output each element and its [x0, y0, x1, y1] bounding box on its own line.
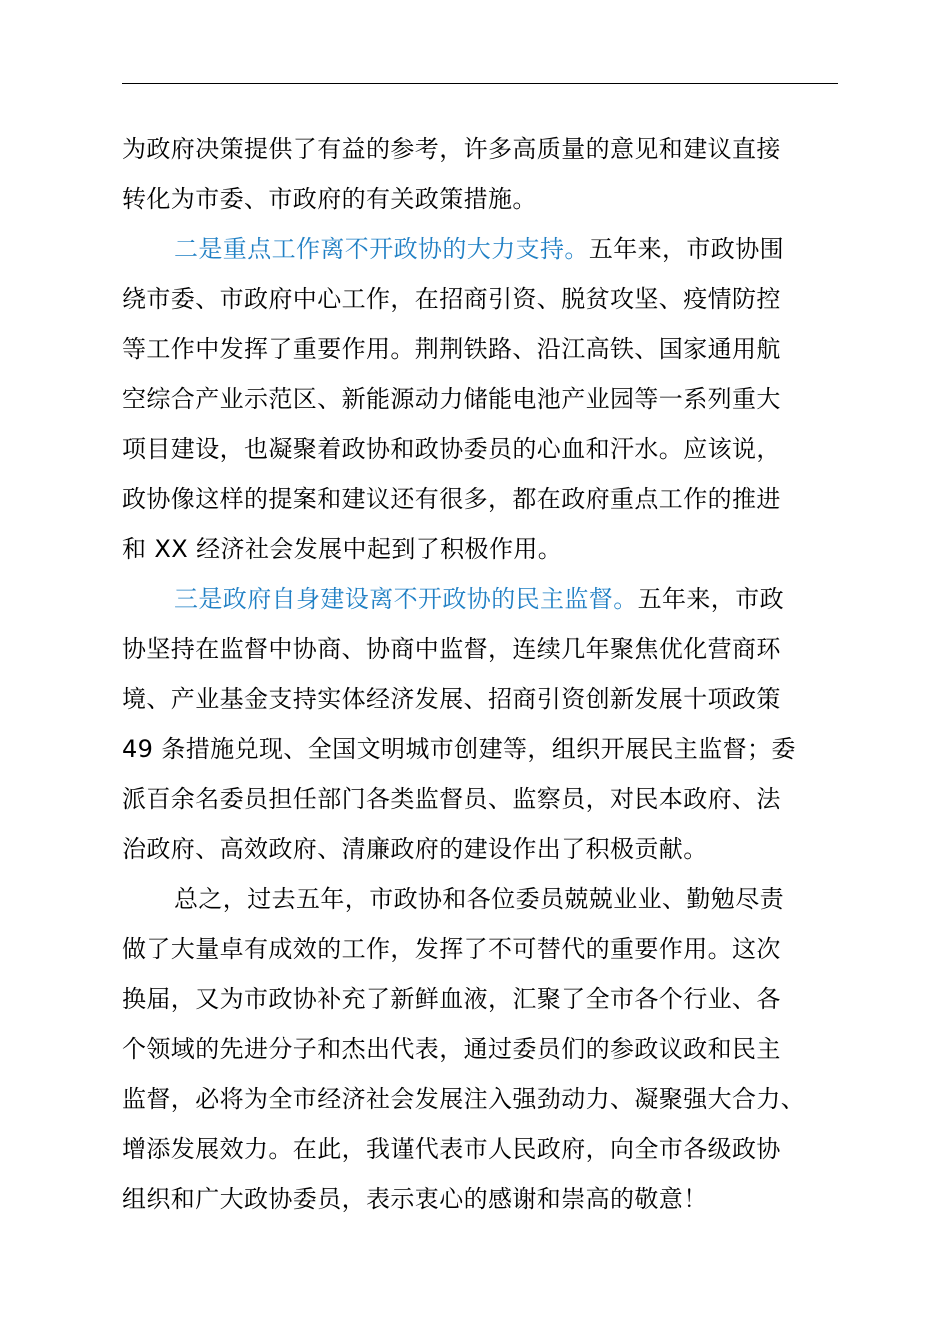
section-heading-3: 三是政府自身建设离不开政协的民主监督。: [174, 585, 638, 613]
paragraph-start-line: 总之，过去五年，市政协和各位委员兢兢业业、勤勉尽责: [174, 885, 784, 913]
text-line: 协坚持在监督中协商、协商中监督，连续几年聚焦优化营商环: [122, 635, 781, 663]
text-line: 做了大量卓有成效的工作，发挥了不可替代的重要作用。这次: [122, 935, 781, 963]
text-line: 治政府、高效政府、清廉政府的建设作出了积极贡献。: [122, 835, 708, 863]
text-line: 转化为市委、市政府的有关政策措施。: [122, 185, 537, 213]
header-rule: [122, 83, 838, 84]
text-line: 监督，必将为全市经济社会发展注入强劲动力、凝聚强大合力、: [122, 1085, 806, 1113]
text-line: 绕市委、市政府中心工作，在招商引资、脱贫攻坚、疫情防控: [122, 285, 781, 313]
section-heading-2: 二是重点工作离不开政协的大力支持。: [174, 235, 589, 263]
text-run: 五年来，市政: [637, 585, 785, 613]
text-line: 增添发展效力。在此，我谨代表市人民政府，向全市各级政协: [122, 1135, 781, 1163]
text-run: 五年来，市政协围: [588, 235, 785, 263]
text-line: 49 条措施兑现、全国文明城市创建等，组织开展民主监督；委: [122, 735, 796, 763]
text-line: 组织和广大政协委员，表示衷心的感谢和崇高的敬意！: [122, 1185, 708, 1213]
text-line: 境、产业基金支持实体经济发展、招商引资创新发展十项政策: [122, 685, 781, 713]
body-text: [122, 124, 842, 1224]
paragraph-start-line: [122, 224, 842, 274]
text-line: 项目建设，也凝聚着政协和政协委员的心血和汗水。应该说，: [122, 435, 781, 463]
text-line: 派百余名委员担任部门各类监督员、监察员，对民本政府、法: [122, 785, 781, 813]
text-line: 空综合产业示范区、新能源动力储能电池产业园等一系列重大: [122, 385, 781, 413]
text-line: 换届，又为市政协补充了新鲜血液，汇聚了全市各个行业、各: [122, 985, 781, 1013]
text-line: 为政府决策提供了有益的参考，许多高质量的意见和建议直接: [122, 135, 781, 163]
paragraph-start-line: [122, 574, 842, 624]
text-line: 政协像这样的提案和建议还有很多，都在政府重点工作的推进: [122, 485, 781, 513]
text-line: 等工作中发挥了重要作用。荆荆铁路、沿江高铁、国家通用航: [122, 335, 781, 363]
text-line: 个领域的先进分子和杰出代表，通过委员们的参政议政和民主: [122, 1035, 781, 1063]
text-line: 和 XX 经济社会发展中起到了积极作用。: [122, 535, 563, 563]
